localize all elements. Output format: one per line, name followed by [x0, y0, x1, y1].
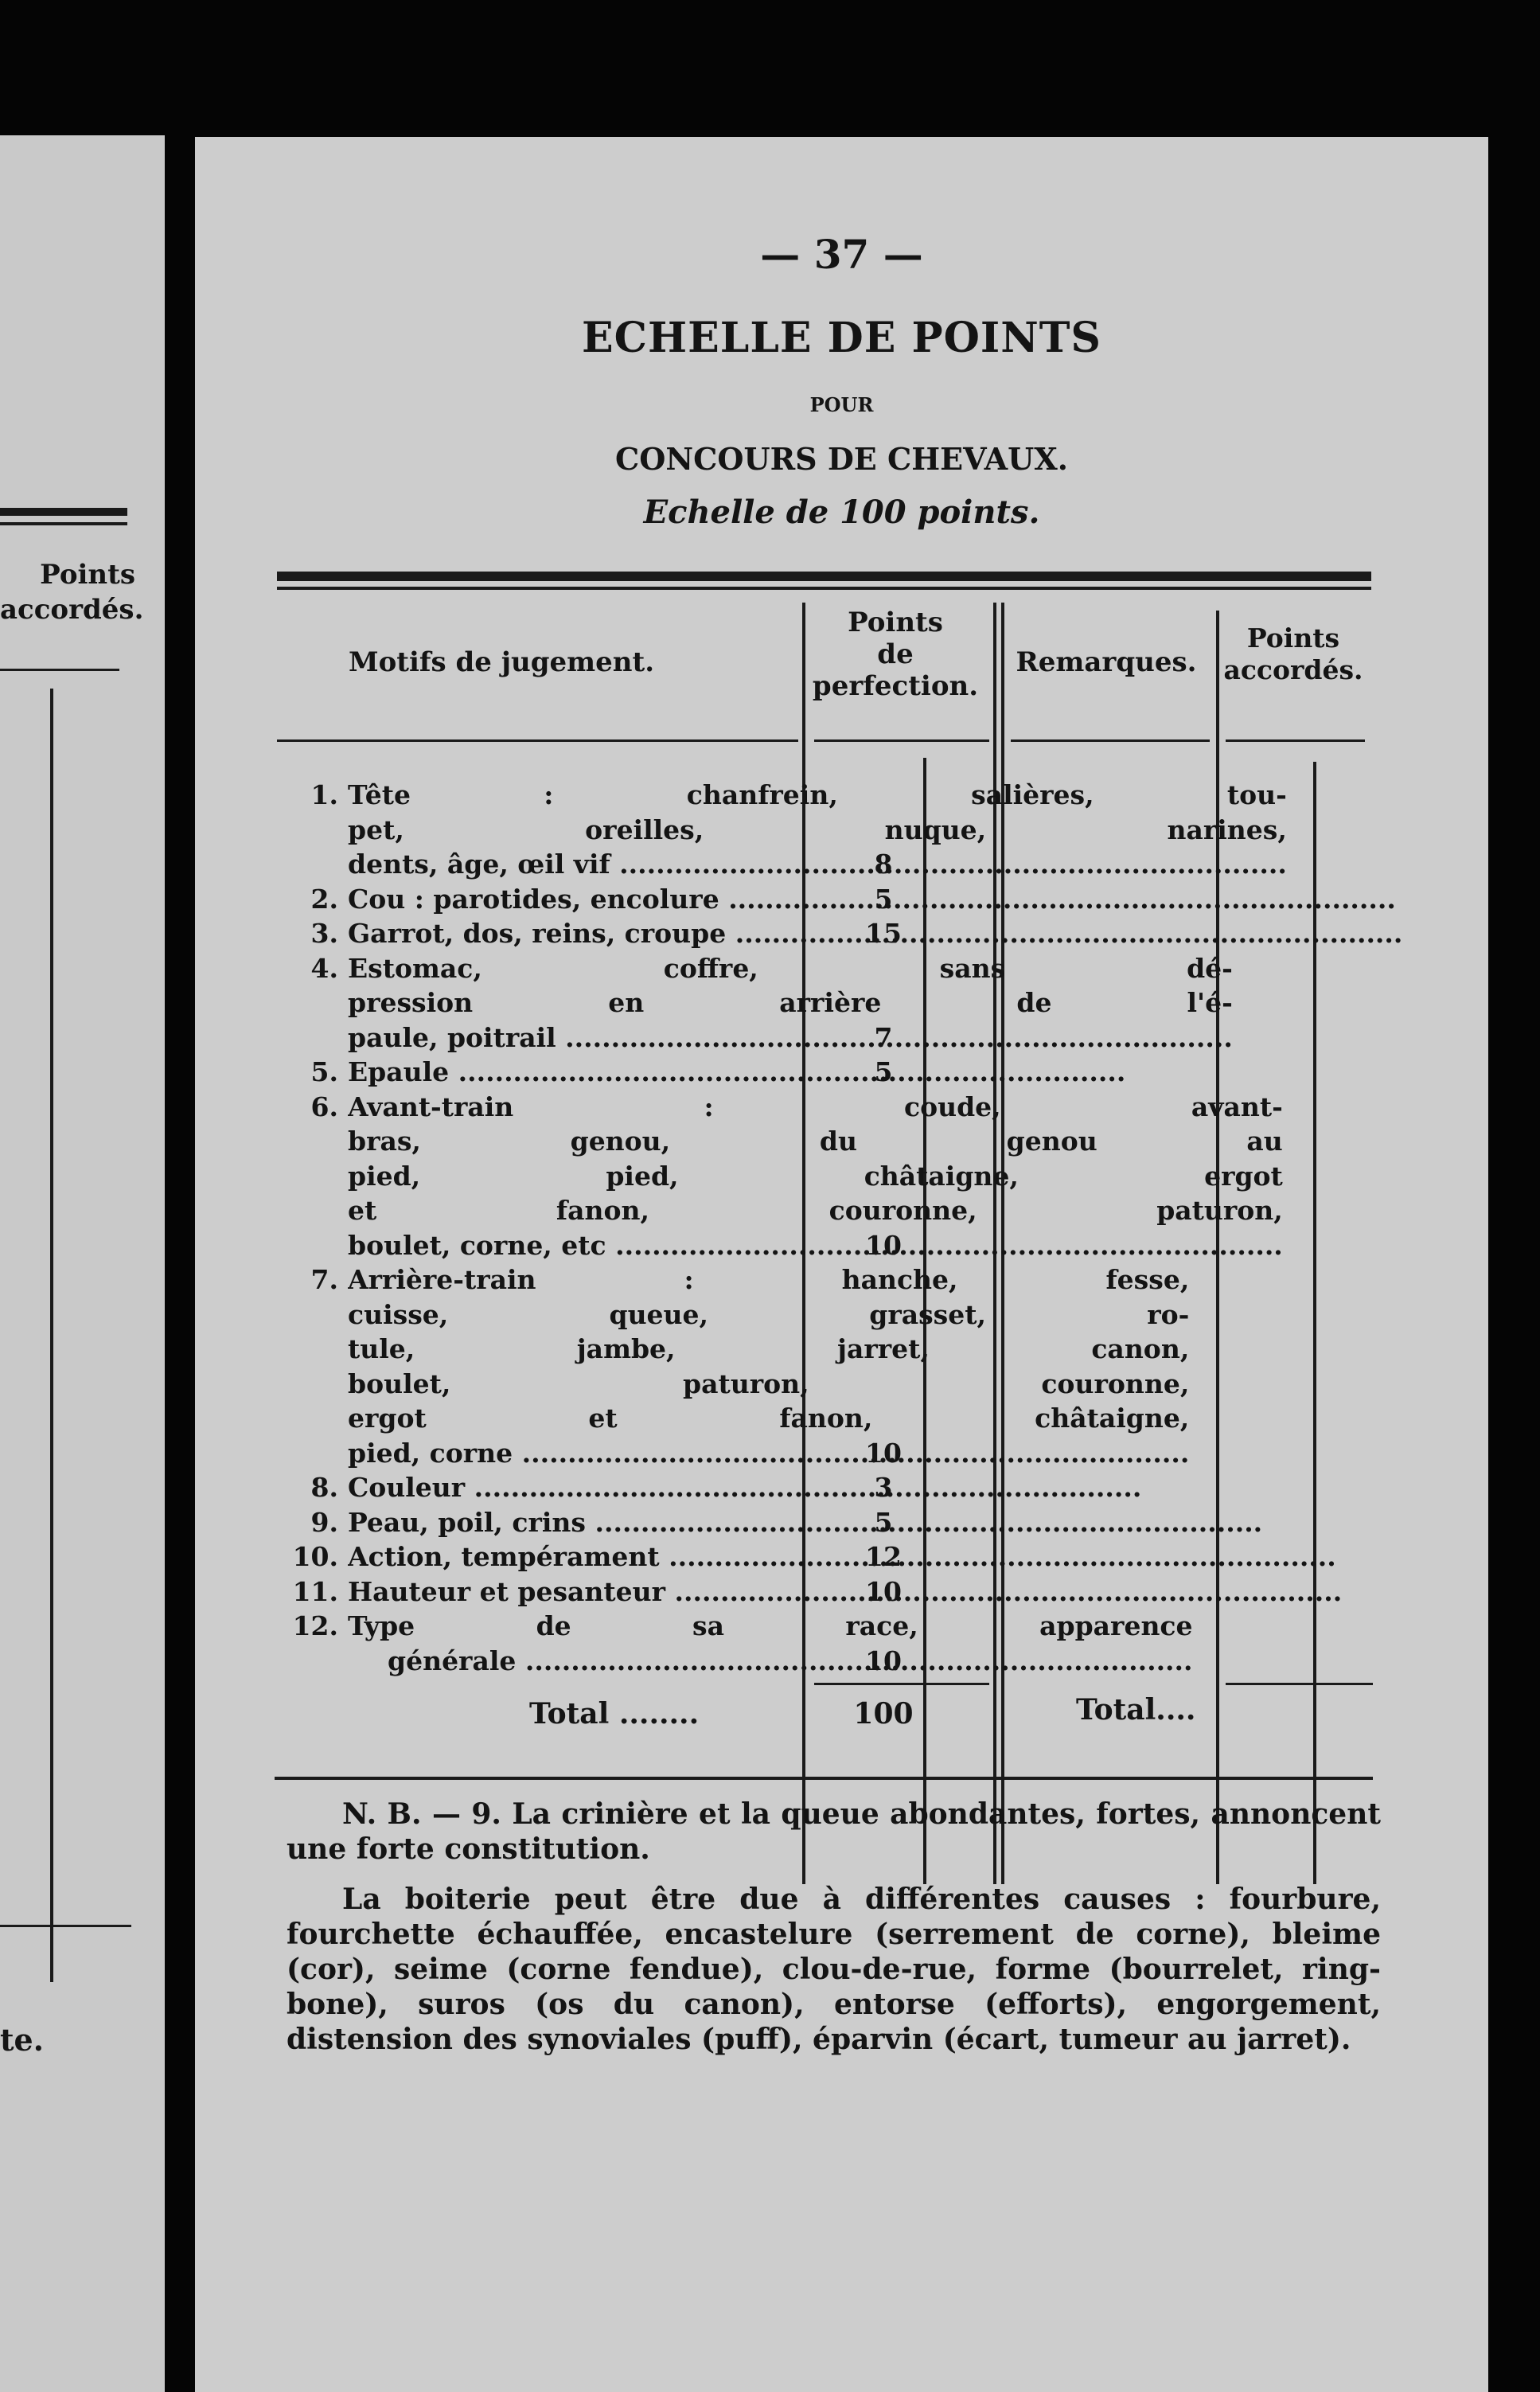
item-number: 3.: [310, 918, 338, 949]
points-value: 10: [865, 1645, 902, 1676]
header-underline: [1011, 739, 1210, 742]
main-page: [195, 137, 1488, 2392]
item-text: générale .....: [348, 1644, 1193, 1679]
table-bottom-rule: [275, 1777, 1373, 1780]
total-rule: [814, 1683, 989, 1685]
points-value: 12: [865, 1541, 902, 1572]
points-value: 15: [865, 918, 902, 949]
item-text: pression en arrière de l'é-: [348, 987, 1233, 1018]
left-page-header: [0, 557, 144, 627]
left-page-header-line: Points: [40, 559, 135, 591]
points-value: 5: [874, 1506, 893, 1538]
footnote: [287, 1797, 1381, 1867]
list-item: [290, 1505, 704, 1540]
item-text: cuisse, queue, grasset, ro-: [348, 1298, 1190, 1330]
left-page-rule: [0, 522, 127, 525]
header-line: perfection.: [812, 670, 979, 702]
header-motifs: Motifs de jugement.: [348, 646, 655, 678]
item-text: pied, corne .....: [348, 1436, 1189, 1471]
left-page-column-line: [50, 689, 53, 1982]
left-page-fragment: [0, 135, 165, 2392]
title-connector: POUR: [809, 393, 874, 416]
points-value: 8: [874, 849, 893, 880]
header-line: accordés.: [1223, 654, 1363, 685]
list-item: [290, 1575, 704, 1610]
item-text: boulet, corne, etc .....: [348, 1228, 1283, 1263]
page-title: ECHELLE DE POINTS: [582, 314, 1101, 362]
scale-caption: Echelle de 100 points.: [643, 494, 1040, 531]
list-item: [290, 778, 1287, 882]
item-text: et fanon, couronne, paturon,: [348, 1195, 1283, 1226]
item-number: 10.: [292, 1541, 338, 1572]
left-page-footer: te.: [0, 2022, 44, 2058]
page-number: — 37 —: [760, 231, 923, 278]
item-text: Cou : parotides, encolure .....: [348, 882, 1396, 917]
item-text: Garrot, dos, reins, croupe .....: [348, 916, 1402, 951]
item-text: Avant-train : coude, avant-: [348, 1091, 1283, 1122]
list-item: [290, 1539, 704, 1575]
header-points-perfection: [808, 607, 983, 702]
points-value: 3: [874, 1472, 893, 1503]
item-text: Epaule .....: [348, 1055, 1125, 1090]
left-page-rule: [0, 669, 119, 671]
item-text: ergot et fanon, châtaigne,: [348, 1403, 1190, 1434]
header-rule-thin: [277, 587, 1371, 590]
total-value: 100: [853, 1697, 914, 1731]
points-value: 5: [874, 1056, 893, 1087]
list-item: [290, 1470, 704, 1505]
item-text: Peau, poil, crins .....: [348, 1505, 1262, 1540]
item-text: Couleur .....: [348, 1470, 1141, 1505]
item-text: Hauteur et pesanteur .....: [348, 1575, 1342, 1610]
item-text: Tête : chanfrein, salières, tou-: [348, 779, 1287, 810]
list-item: [290, 951, 1233, 1056]
points-value: 10: [865, 1575, 902, 1607]
item-number: 2.: [310, 883, 338, 915]
header-rule-thick: [277, 572, 1371, 581]
points-value: 7: [874, 1021, 893, 1053]
item-number: 1.: [310, 779, 338, 810]
item-text: pied, pied, châtaigne, ergot: [348, 1160, 1283, 1192]
item-number: 11.: [292, 1575, 338, 1607]
footnote: [287, 1882, 1381, 2057]
header-points-accordes: [1222, 622, 1365, 686]
item-number: 9.: [310, 1506, 338, 1538]
item-text: Estomac, coffre, sans dé-: [348, 952, 1233, 984]
list-item: [290, 916, 727, 951]
header-remarques: Remarques.: [1016, 646, 1197, 678]
item-text: dents, âge, œil vif .....: [348, 847, 1287, 882]
header-line: de: [877, 638, 914, 670]
item-number: 7.: [310, 1264, 338, 1295]
item-text: boulet, paturon, couronne,: [348, 1368, 1190, 1399]
points-value: 5: [874, 883, 893, 915]
item-text: pet, oreilles, nuque, narines,: [348, 814, 1287, 845]
header-line: Points: [1246, 622, 1340, 654]
item-number: 12.: [292, 1610, 338, 1641]
points-value: 10: [865, 1437, 902, 1469]
page-subtitle: CONCOURS DE CHEVAUX.: [615, 441, 1068, 477]
item-text: Action, tempérament .....: [348, 1539, 1336, 1575]
total-label-remarks: Total....: [1076, 1693, 1196, 1727]
item-text: paule, poitrail .....: [348, 1020, 1233, 1056]
points-column: [824, 778, 943, 1678]
points-value: 10: [865, 1229, 902, 1261]
item-number: 4.: [310, 952, 338, 984]
total-rule: [1226, 1683, 1373, 1685]
left-page-header-line: accordés.: [0, 594, 144, 626]
item-text: Arrière-train : hanche, fesse,: [348, 1264, 1190, 1295]
header-line: Points: [848, 607, 943, 638]
item-text: Type de sa race, apparence: [348, 1610, 1193, 1641]
header-underline: [277, 739, 798, 742]
item-text: bras, genou, du genou au: [348, 1126, 1283, 1157]
left-page-rule: [0, 508, 127, 516]
list-item: [290, 882, 719, 917]
footnote-text: La boiterie peut être due à différentes causes : fourbure, fourchette échauffée, encastelure (serrement de corne), bleime (cor), seime (corne fendue), clou-de-rue, forme (bourrelet, ring-bone), suros (os du canon), entorse (efforts), engorgement, distension des synoviales (puff), éparvin (écart, tumeur au jarret).: [287, 1883, 1381, 2056]
header-underline: [814, 739, 989, 742]
header-underline: [1226, 739, 1365, 742]
item-number: 8.: [310, 1472, 338, 1503]
list-item: [290, 1055, 704, 1090]
item-number: 5.: [310, 1056, 338, 1087]
footnote-text: N. B. — 9. La crinière et la queue abondantes, fortes, annoncent une forte constitution.: [287, 1797, 1381, 1866]
left-page-rule: [0, 1925, 131, 1927]
item-number: 6.: [310, 1091, 338, 1122]
item-text: tule, jambe, jarret, canon,: [348, 1333, 1190, 1364]
total-label: Total .....: [529, 1697, 700, 1731]
